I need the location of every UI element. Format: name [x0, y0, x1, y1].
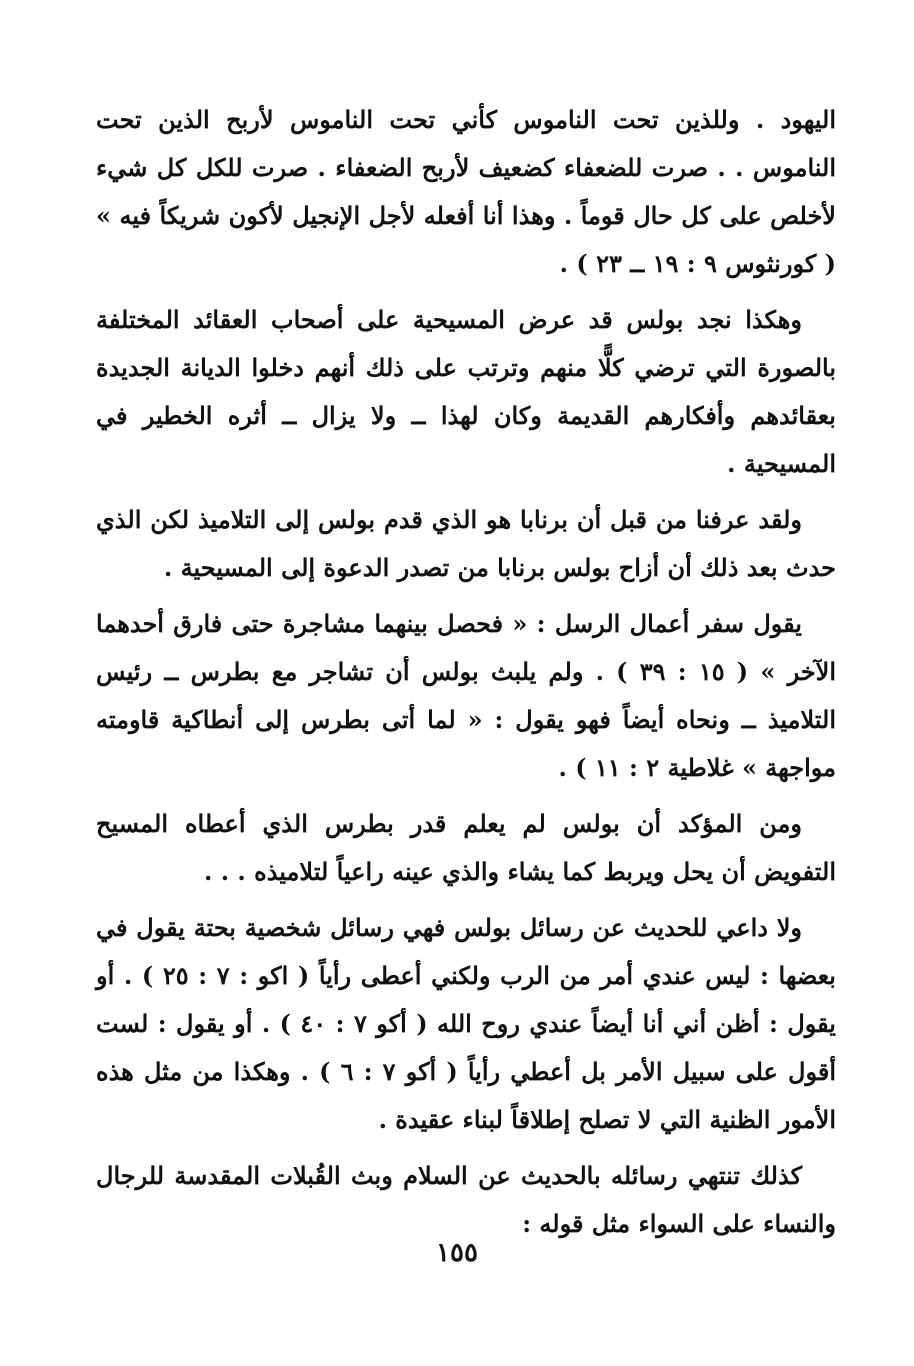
book-page-text	[96, 96, 836, 1326]
paragraph-acts-quote: يقول سفر أعمال الرسل : « فحصل بينهما مشاجرة حتى فارق أحدهما الآخر » ( ١٥ : ٣٩ ) . ولم يلبث بولس أن تشاجر مع بطرس ــ رئيس التلاميذ ــ ونحاه أيضاً فهو يقول : « لما أتى بطرس إلى أنطاكية قاومته مواجهة » غلاطية ٢ : ١١ ) .	[96, 609, 836, 782]
paragraph-epistles: ولا داعي للحديث عن رسائل بولس فهي رسائل شخصية بحتة يقول في بعضها : ليس عندي أمر من الرب ولكني أعطى رأياً ( اكو : ٧ : ٢٥ ) . أو يقول : أظن أني أنا أيضاً عندي روح الله ( أكو ٧ : ٤٠ ) . أو يقول : لست أقول على سبيل الأمر بل أعطي رأياً ( أكو ٧ : ٦ ) . وهكذا من مثل هذه الأمور الظنية التي لا تصلح إطلاقاً لبناء عقيدة .	[96, 913, 837, 1134]
paragraph-ending: كذلك تنتهي رسائله بالحديث عن السلام وبث القُبلات المقدسة للرجال والنساء على السواء مثل قوله :	[96, 1161, 836, 1238]
page-number: ١٥٥	[436, 1238, 478, 1268]
paragraph-continuation: اليهود . وللذين تحت الناموس كأني تحت الناموس لأربح الذين تحت الناموس . . صرت للضعفاء كضعيف لأربح الضعفاء . صرت للكل كل شيء لأخلص على كل حال قوماً . وهذا أنا أفعله لأجل الإنجيل لأكون شريكاً فيه » ( كورنثوس ٩ : ١٩ ــ ٢٣ ) .	[96, 105, 836, 278]
paragraph-peter-authority: ومن المؤكد أن بولس لم يعلم قدر بطرس الذي أعطاه المسيح التفويض أن يحل ويربط كما يشاء والذي عينه راعياً لتلاميذه . . .	[96, 809, 836, 886]
paragraph-doctrines: وهكذا نجد بولس قد عرض المسيحية على أصحاب العقائد المختلفة بالصورة التي ترضي كلًّا منهم وترتب على ذلك أنهم دخلوا الديانة الجديدة بعقائدهم وأفكارهم القديمة وكان لهذا ــ ولا يزال ــ أثره الخطير في المسيحية .	[96, 305, 836, 478]
paragraph-barnabas: ولقد عرفنا من قبل أن برنابا هو الذي قدم بولس إلى التلاميذ لكن الذي حدث بعد ذلك أن أزاح بولس برنابا من تصدر الدعوة إلى المسيحية .	[96, 505, 836, 582]
